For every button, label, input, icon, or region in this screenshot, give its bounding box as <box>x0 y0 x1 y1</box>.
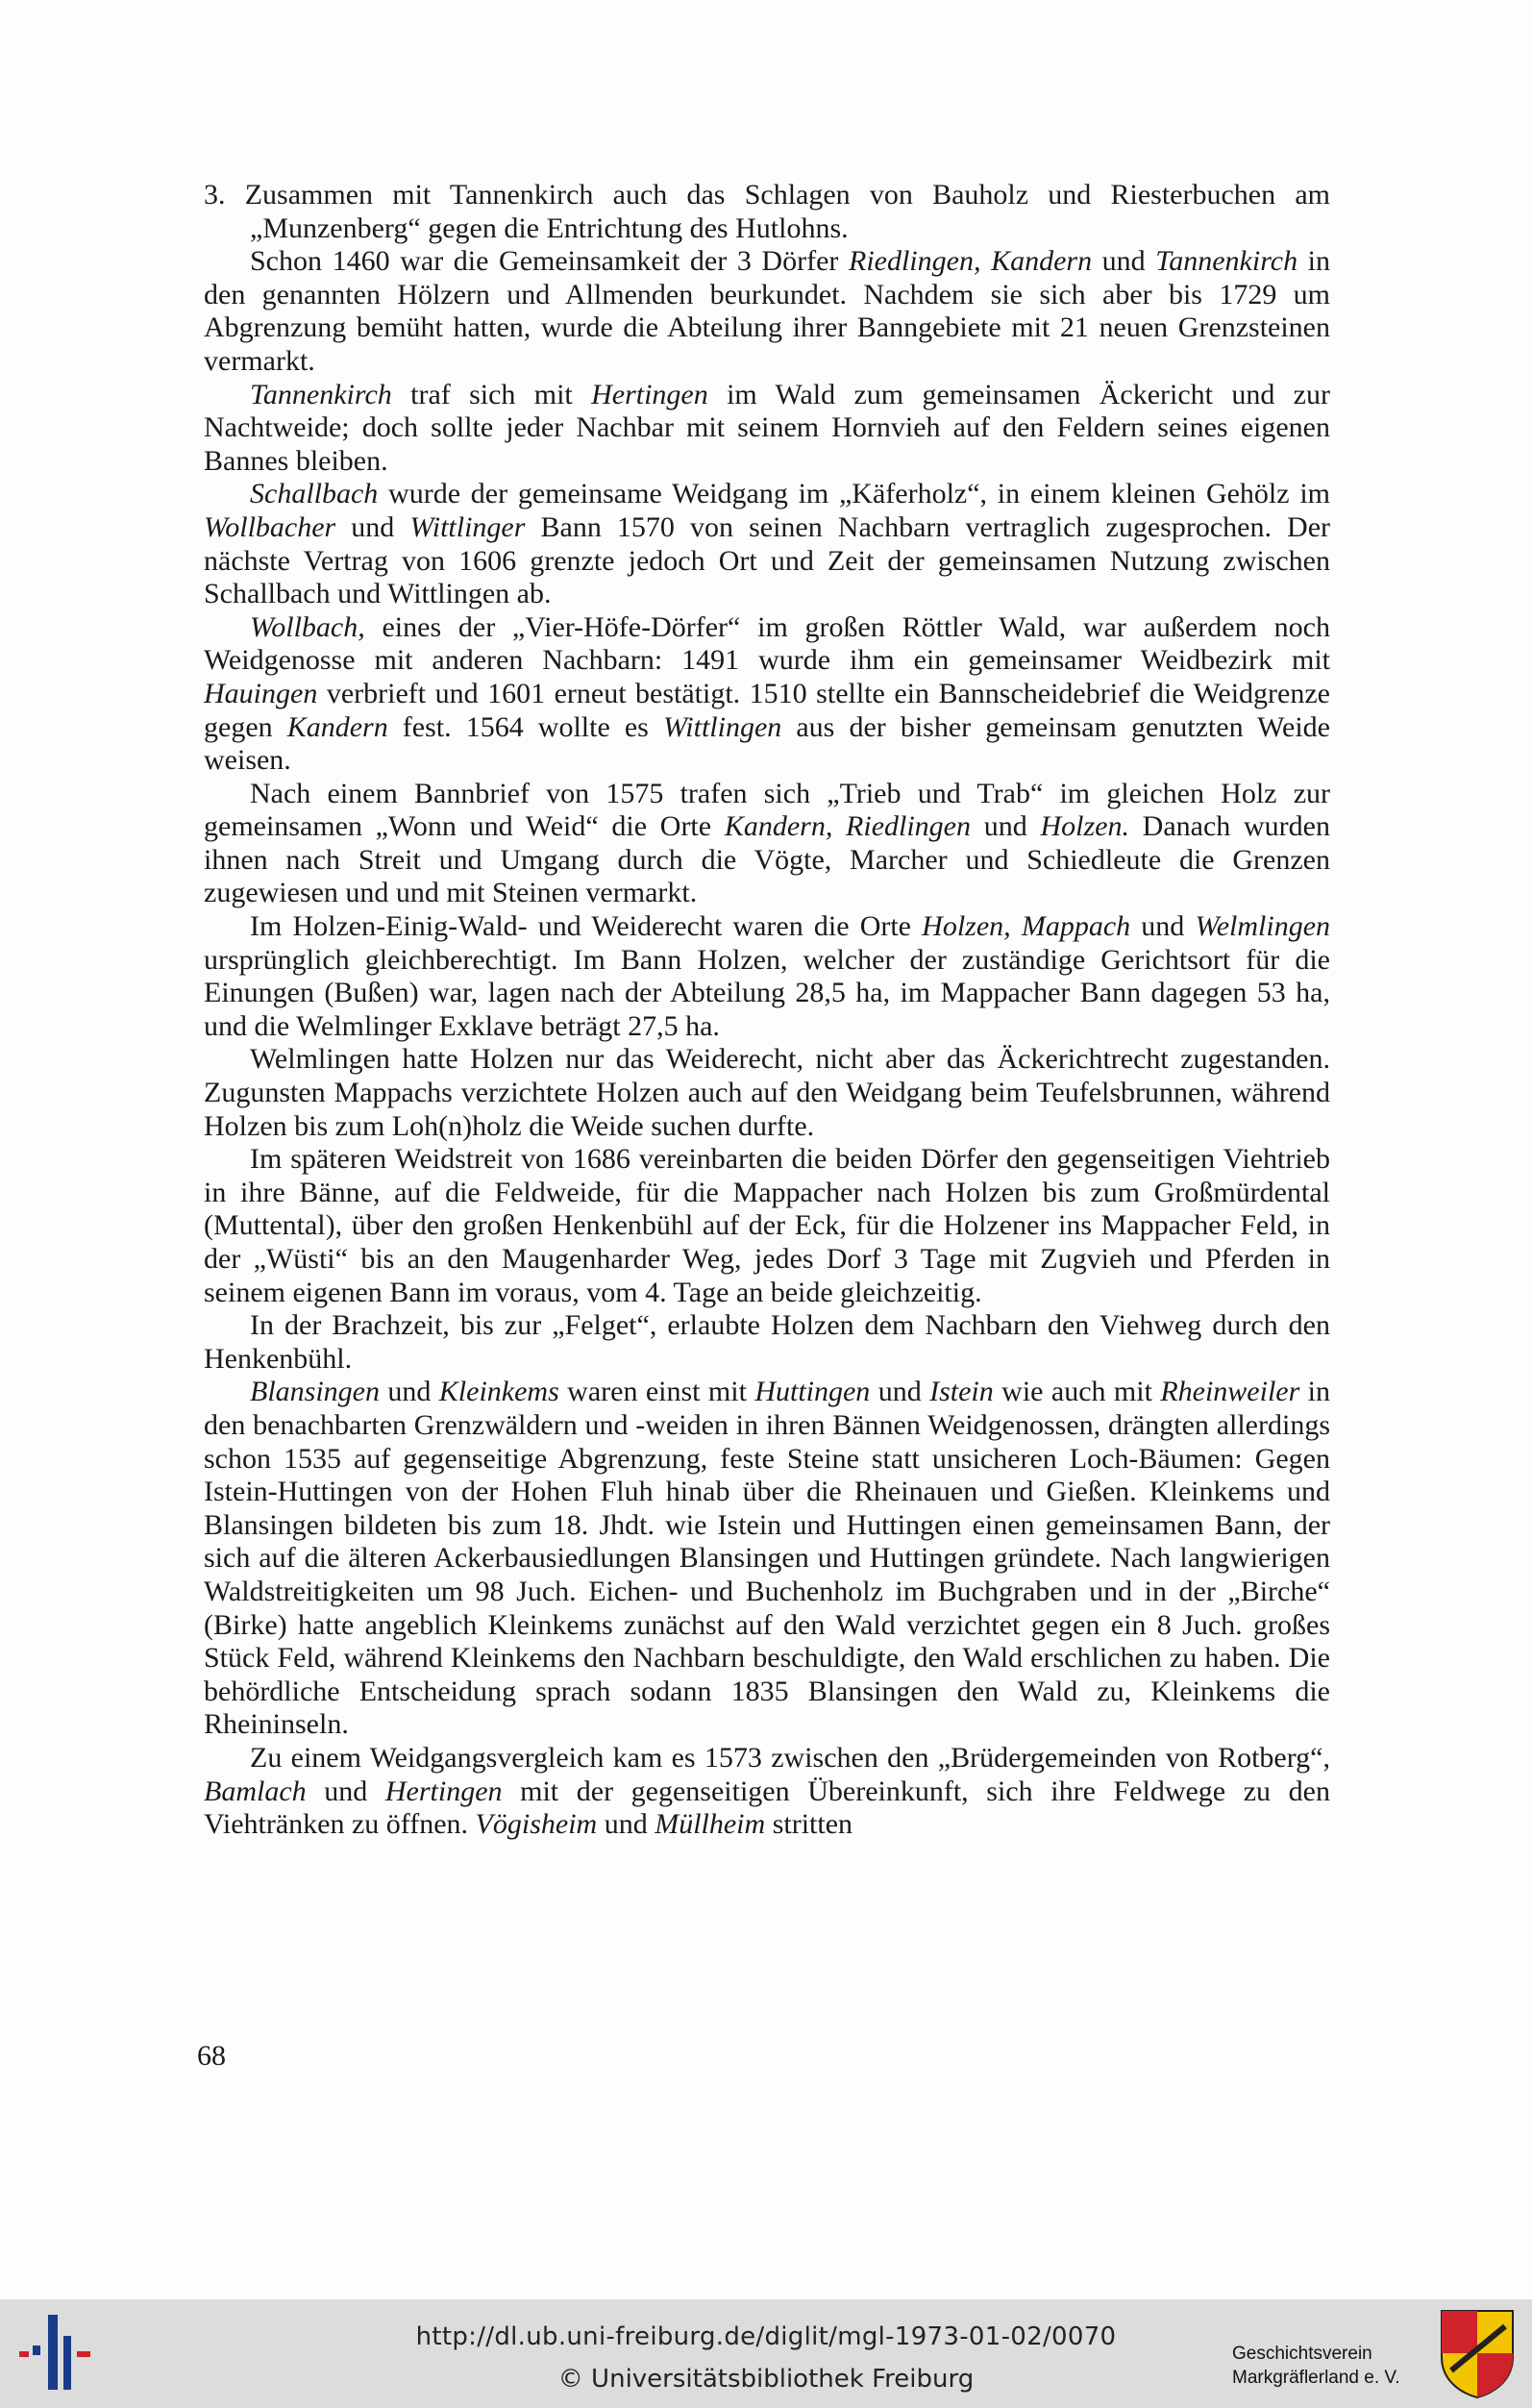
place-name: Tannenkirch <box>1155 245 1298 278</box>
text-run: und <box>971 810 1041 843</box>
place-name: Hertingen <box>384 1775 503 1807</box>
paragraph <box>204 910 1330 1043</box>
text-run: und <box>1130 910 1196 943</box>
text-run: wurde der gemeinsame Weidgang im „Käferholz“, in einem kleinen Gehölz im <box>378 478 1330 510</box>
society-name <box>1232 2342 1434 2390</box>
place-name: Vögisheim <box>475 1808 598 1841</box>
text-run: Zu einem Weidgangsvergleich kam es 1573 zwischen den „Brüdergemeinden von Rotberg“, <box>250 1741 1330 1774</box>
place-name: Holzen. <box>1040 810 1129 843</box>
text-run: Im Holzen-Einig-Wald- und Weiderecht waren die Orte <box>250 910 923 943</box>
place-name: Holzen, Mappach <box>922 910 1131 943</box>
place-name: Hauingen <box>204 677 318 709</box>
society-line-2: Markgräflerland e. V. <box>1232 2368 1400 2388</box>
paragraph <box>204 1742 1330 1842</box>
place-name: Wollbach, <box>250 610 365 643</box>
place-name: Hertingen <box>591 378 708 410</box>
place-name: Huttingen <box>754 1376 871 1408</box>
text-run: 3. Zusammen mit Tannenkirch auch das Schlagen von Bauholz und Riesterbuchen am „Munzenberg“ gegen die Entrichtung des Hutlohns. <box>204 179 1330 244</box>
text-run: wie auch mit <box>993 1376 1161 1408</box>
text-run: In der Brachzeit, bis zur „Felget“, erlaubte Holzen dem Nachbarn den Viehweg durch den Henkenbühl. <box>204 1309 1330 1375</box>
text-run: Welmlingen hatte Holzen nur das Weiderecht, nicht aber das Äckerichtrecht zugestanden. Zugunsten Mappachs verzichtete Holzen auch auf den Weidgang beim Teufelsbrunnen, während Holzen bis zum Loh(n)holz die Weide suchen durfte. <box>204 1043 1330 1142</box>
text-run: eines der „Vier-Höfe-Dörfer“ im großen Röttler Wald, war außerdem noch Weidgenosse mit anderen Nachbarn: 1491 wurde ihm ein gemeinsamer Weidbezirk mit <box>204 610 1330 677</box>
text-run: Danach wurden ihnen nach Streit und Umgang durch die Vögte, Marcher und Schiedleute die Grenzen zugewiesen und und mit Steinen vermarkt. <box>204 810 1330 909</box>
paragraph <box>204 1309 1330 1376</box>
paragraph <box>204 245 1330 378</box>
text-run: und <box>1092 245 1156 278</box>
text-run: und <box>870 1376 930 1408</box>
place-name: Tannenkirch <box>250 378 392 410</box>
list-item <box>204 179 1330 245</box>
place-name: Wittlingen <box>662 710 782 743</box>
place-name: Blansingen <box>250 1376 380 1408</box>
text-run: traf sich mit <box>391 378 592 410</box>
place-name: Riedlingen, Kandern <box>849 245 1093 278</box>
text-run: waren einst mit <box>558 1376 755 1408</box>
paragraph <box>204 778 1330 910</box>
place-name: Istein <box>929 1376 994 1408</box>
place-name: Schallbach <box>250 478 379 510</box>
text-run: und <box>597 1808 655 1841</box>
text-run: in den benachbarten Grenzwäldern und -weiden in ihren Bännen Weidgenossen, drängten allerdings schon 1535 auf gegenseitige Abgrenzung, feste Steine statt unsicheren Loch-Bäumen: Gegen Istein-Huttingen von der Hohen Fluh hinab über die Rheinauen und Gießen. Kleinkems und Blansingen bildeten bis zum 18. Jhdt. wie Istein und Huttingen einen gemeinsamen Bann, der sich auf die älteren Ackerbausiedlungen Blansingen und Huttingen gründete. Nach langwierigen Waldstreitigkeiten um 98 Juch. Eichen- und Buchenholz im Buchgraben und in der „Birche“ (Birke) hatte angeblich Kleinkems zunächst auf den Wald verzichtet gegen ein 8 Juch. großes Stück Feld, während Kleinkems den Nachbarn beschuldigte, den Wald erschlichen zu haben. Die behördliche Entscheidung sprach sodann 1835 Blansingen den Wald zu, Kleinkems die Rheininseln. <box>204 1376 1331 1741</box>
text-run: Nach einem Bannbrief von 1575 trafen sich „Trieb und Trab“ im gleichen Holz zur gemeinsamen „Wonn und Weid“ die Orte <box>204 777 1330 843</box>
text-run: aus der bisher gemeinsam genutzten Weide weisen. <box>204 710 1330 777</box>
society-line-1: Geschichtsverein <box>1232 2344 1372 2364</box>
place-name: Wollbacher <box>204 510 336 543</box>
text-run: und <box>380 1376 439 1408</box>
text-run: Im späteren Weidstreit von 1686 vereinbarten die beiden Dörfer den gegenseitigen Viehtrieb in ihre Bänne, auf die Feldweide, für die Mappacher nach Holzen bis zum Großmürdental (Muttental), über den großen Henkenbühl auf der Eck, für die Holzener ins Mappacher Feld, in der „Wüsti“ bis an den Maugenharder Weg, jedes Dorf 3 Tage mit Zugvieh und Pferden in seinem eigenen Bann im voraus, vom 4. Tage an beide gleichzeitig. <box>204 1143 1330 1308</box>
coat-of-arms-icon[interactable] <box>1438 2307 1517 2399</box>
place-name: Müllheim <box>655 1808 766 1841</box>
text-run: verbrieft und 1601 erneut bestätigt. 1510 stellte ein Bannscheidebrief die Weidgrenze gegen <box>204 677 1330 743</box>
text-run: fest. 1564 wollte es <box>387 710 663 743</box>
paragraph <box>204 1143 1330 1309</box>
paragraph <box>204 379 1330 479</box>
document-url-link[interactable]: http://dl.ub.uni-freiburg.de/diglit/mgl-1973-01-02/0070 <box>415 2322 1117 2351</box>
text-run: Bann 1570 von seinen Nachbarn vertraglich zugesprochen. Der nächste Vertrag von 1606 grenzte jedoch Ort und Zeit der gemeinsamen Nutzung zwischen Schallbach und Wittlingen ab. <box>204 510 1331 610</box>
paragraph <box>204 611 1330 778</box>
paragraph <box>204 1043 1330 1143</box>
text-run: Schon 1460 war die Gemeinsamkeit der 3 Dörfer <box>250 245 849 278</box>
page-number: 68 <box>197 2040 226 2072</box>
paragraph <box>204 478 1330 610</box>
text-run: ursprünglich gleichberechtigt. Im Bann Holzen, welcher der zuständige Gerichtsort für die Einungen (Bußen) war, lagen nach der Abteilung 28,5 ha, im Mappacher Bann dagegen 53 ha, und die Welmlinger Exklave beträgt 27,5 ha. <box>204 943 1330 1042</box>
place-name: Kandern, Riedlingen <box>724 810 971 843</box>
place-name: Kandern <box>286 710 388 743</box>
text-run: im Wald zum gemeinsamen Äckericht und zur Nachtweide; doch sollte jeder Nachbar mit seinem Hornvieh auf den Feldern seines eigenen Bannes bleiben. <box>204 378 1330 477</box>
text-run: in den genannten Hölzern und Allmenden beurkundet. Nachdem sie sich aber bis 1729 um Abgrenzung bemüht hatten, wurde die Abteilung ihrer Banngebiete mit 21 neuen Grenzsteinen vermarkt. <box>204 245 1331 377</box>
text-run: und <box>335 510 410 543</box>
place-name: Wittlinger <box>409 510 526 543</box>
place-name: Rheinweiler <box>1160 1376 1300 1408</box>
paragraph <box>204 1376 1330 1742</box>
body-text <box>204 179 1330 1842</box>
place-name: Welmlingen <box>1195 910 1331 943</box>
text-run: und <box>306 1775 385 1807</box>
place-name: Bamlach <box>204 1775 307 1807</box>
copyright-notice: © Universitätsbibliothek Freiburg <box>557 2365 975 2394</box>
text-run: stritten <box>765 1808 853 1841</box>
place-name: Kleinkems <box>438 1376 559 1408</box>
text-run: mit der gegenseitigen Übereinkunft, sich ihre Feldwege zu den Viehtränken zu öffnen. <box>204 1775 1330 1841</box>
